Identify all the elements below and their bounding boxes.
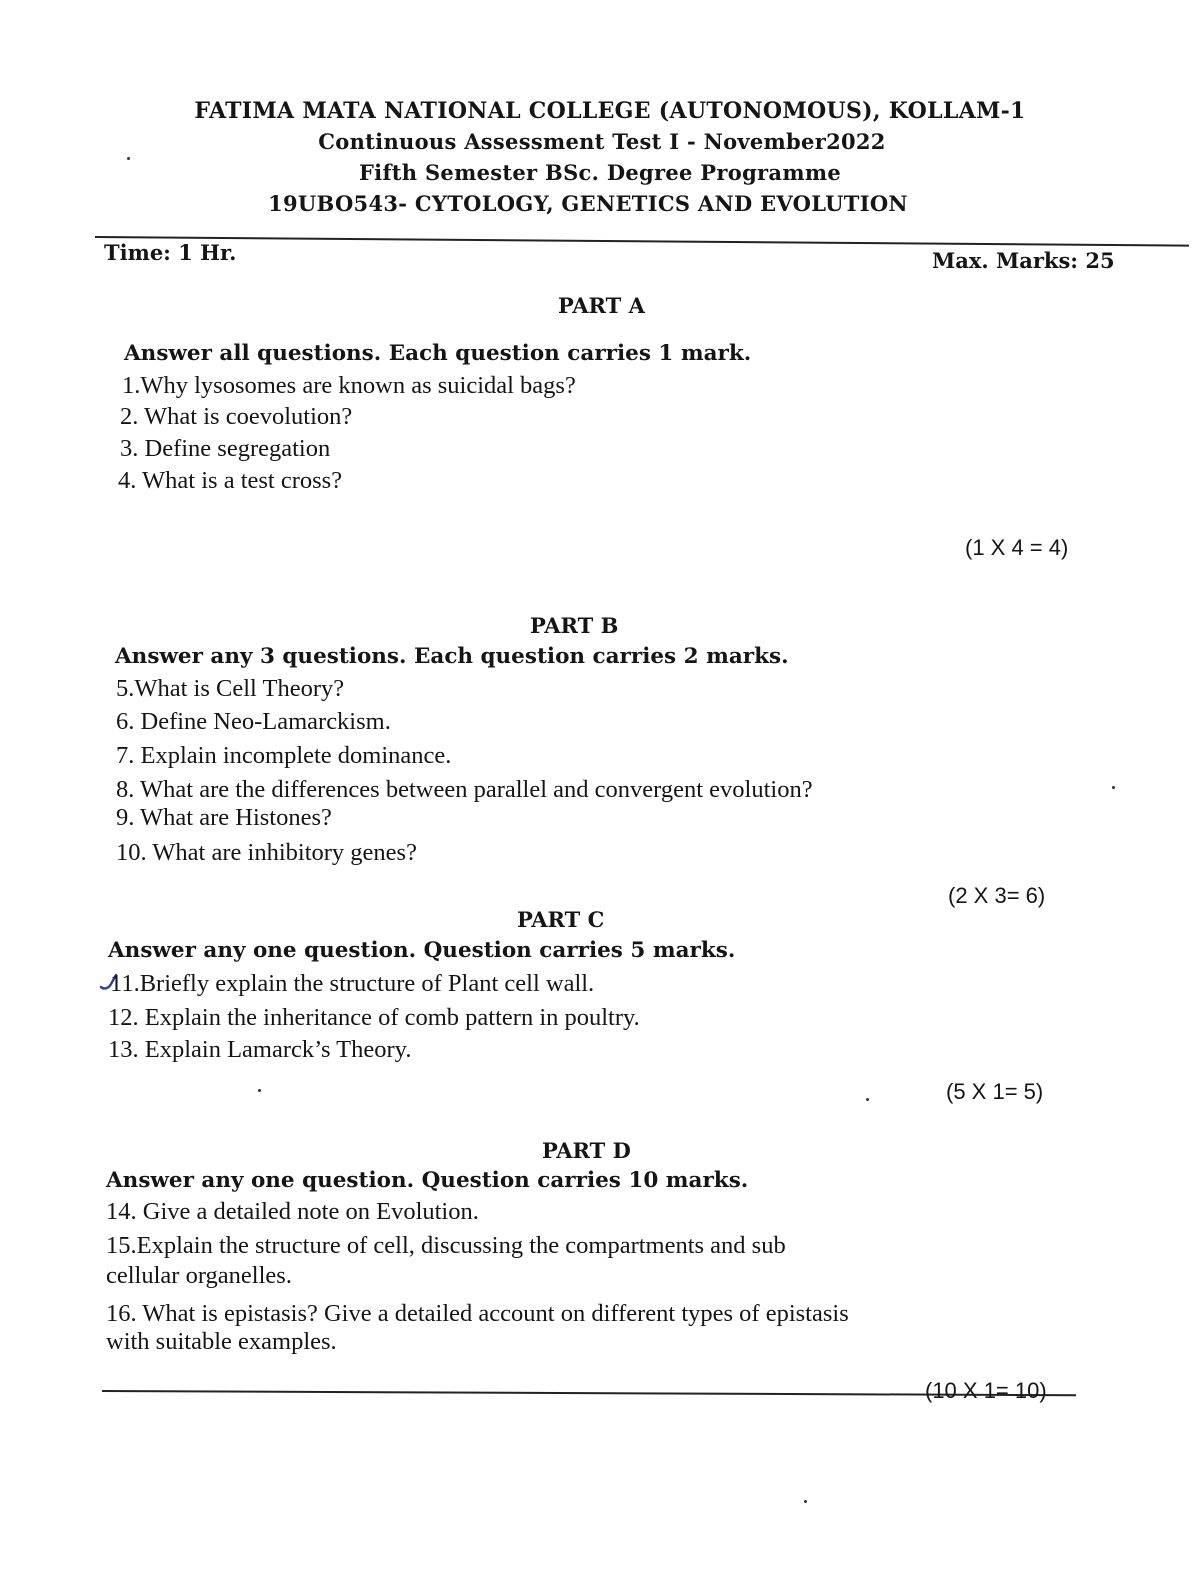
- part-a-instruction: Answer all questions. Each question carries 1 mark.: [124, 341, 752, 366]
- scan-speck: [1112, 786, 1115, 789]
- scan-speck: [127, 157, 130, 160]
- college-name: FATIMA MATA NATIONAL COLLEGE (AUTONOMOUS), KOLLAM-1: [194, 98, 1026, 124]
- question-item: 13. Explain Lamarck’s Theory.: [108, 1036, 412, 1063]
- part-d-marks: (10 X 1= 10): [925, 1378, 1047, 1403]
- part-b-instruction: Answer any 3 questions. Each question carries 2 marks.: [115, 644, 789, 669]
- max-marks-label: Max. Marks: 25: [932, 248, 1115, 273]
- question-item: 10. What are inhibitory genes?: [116, 839, 417, 866]
- question-item: 12. Explain the inheritance of comb pattern in poultry.: [108, 1004, 640, 1031]
- question-item: 8. What are the differences between parallel and convergent evolution?: [116, 776, 813, 803]
- part-b-marks: (2 X 3= 6): [948, 883, 1046, 908]
- time-label: Time: 1 Hr.: [104, 240, 237, 265]
- question-item: 16. What is epistasis? Give a detailed account on different types of epistasis: [106, 1300, 849, 1327]
- test-title: Continuous Assessment Test I - November2022: [318, 129, 886, 154]
- question-item: 15.Explain the structure of cell, discussing the compartments and sub: [106, 1232, 786, 1259]
- part-a-marks: (1 X 4 = 4): [965, 535, 1069, 560]
- course-title: 19UBO543- CYTOLOGY, GENETICS AND EVOLUTION: [268, 191, 908, 216]
- part-c-marks: (5 X 1= 5): [946, 1079, 1044, 1104]
- part-c-instruction: Answer any one question. Question carries 5 marks.: [108, 938, 736, 963]
- part-d-title: PART D: [542, 1138, 631, 1163]
- question-item: 7. Explain incomplete dominance.: [116, 742, 452, 769]
- question-item: 6. Define Neo-Lamarckism.: [116, 708, 391, 735]
- question-item: 2. What is coevolution?: [120, 403, 353, 430]
- programme-title: Fifth Semester BSc. Degree Programme: [358, 160, 842, 185]
- part-b-title: PART B: [530, 613, 619, 638]
- question-item: 3. Define segregation: [120, 435, 331, 462]
- part-d-instruction: Answer any one question. Question carries 10 marks.: [106, 1168, 749, 1193]
- question-item: 14. Give a detailed note on Evolution.: [106, 1198, 479, 1225]
- question-item: 5.What is Cell Theory?: [116, 675, 345, 702]
- question-item: 9. What are Histones?: [116, 804, 332, 831]
- question-item: with suitable examples.: [106, 1328, 337, 1355]
- question-item: 1.Why lysosomes are known as suicidal bags?: [122, 372, 576, 399]
- part-c-title: PART C: [517, 907, 605, 932]
- part-a-title: PART A: [558, 293, 645, 318]
- header-divider: [95, 236, 1189, 247]
- scan-speck: [258, 1089, 261, 1092]
- question-item: 4. What is a test cross?: [118, 467, 343, 494]
- question-item: 11.Briefly explain the structure of Plant cell wall.: [110, 970, 595, 997]
- question-item: cellular organelles.: [106, 1262, 292, 1289]
- scan-speck: [804, 1500, 807, 1503]
- scan-speck: [866, 1098, 869, 1101]
